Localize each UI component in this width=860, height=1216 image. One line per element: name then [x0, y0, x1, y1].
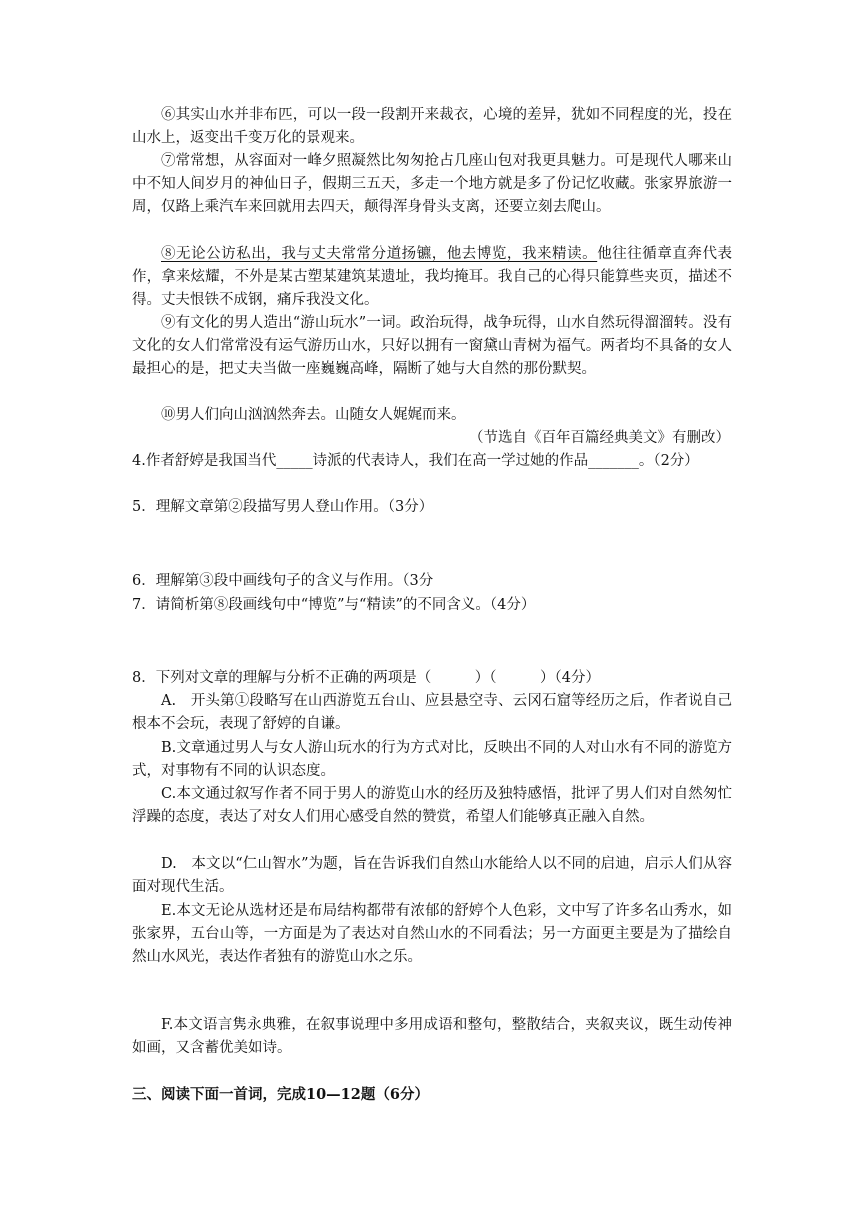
underlined-sentence: ⑧无论公访私出，我与丈夫常常分道扬镳，他去博览，我来精读。	[161, 246, 598, 262]
question-4: 4.作者舒婷是我国当代_____诗派的代表诗人，我们在高一学过她的作品_______。（2分）	[132, 453, 699, 469]
option-e: E.本文无论从选材还是布局结构都带有浓郁的舒婷个人色彩，文中写了许多名山秀水，如张家界，五台山等，一方面是为了表达对自然山水的不同看法；另一方面更主要是为了描绘自然山水风光，表达作者独有的游览山水之乐。	[132, 903, 732, 966]
paragraph-7: ⑦常常想，从容面对一峰夕照凝然比匆匆抢占几座山包对我更具魅力。可是现代人哪来山中不知人间岁月的神仙日子，假期三五天，多走一个地方就是多了份记忆收藏。张家界旅游一周，仅路上乘汽车来回就用去四天，颠得浑身骨头支离，还要立刻去爬山。	[132, 153, 732, 216]
option-f: F.本文语言隽永典雅，在叙事说理中多用成语和整句，整散结合，夹叙夹议，既生动传神如画，又含蓄优美如诗。	[132, 1017, 732, 1057]
question-7: 7．请简析第⑧段画线句中“博览”与“精读”的不同含义。（4分）	[132, 597, 536, 613]
paragraph-9: ⑨有文化的男人造出“游山玩水”一词。政治玩得，战争玩得，山水自然玩得溜溜转。没有文化的女人们常常没有运气游历山水，只好以拥有一窗黛山青树为福气。两者均不具备的女人最担心的是，把丈夫当做一座巍巍高峰，隔断了她与大自然的那份默契。	[132, 315, 732, 378]
option-c: C.本文通过叙写作者不同于男人的游览山水的经历及独特感悟，批评了男人们对自然匆忙浮躁的态度，表达了对女人们用心感受自然的赞赏，希望人们能够真正融入自然。	[132, 786, 732, 826]
option-a: A. 开头第①段略写在山西游览五台山、应县悬空寺、云冈石窟等经历之后，作者说自己根本不会玩，表现了舒婷的自谦。	[132, 693, 732, 733]
question-8: 8．下列对文章的理解与分析不正确的两项是（ ）（ ）（4分）	[132, 670, 600, 686]
question-5: 5．理解文章第②段描写男人登山作用。（3分）	[132, 499, 434, 515]
question-6: 6．理解第③段中画线句子的含义与作用。（3分	[132, 573, 434, 589]
section-3-heading: 三、阅读下面一首词，完成10—12题（6分）	[132, 1086, 429, 1103]
source-note: （节选自《百年百篇经典美文》有删改）	[469, 430, 730, 446]
paragraph-8	[132, 243, 732, 313]
paragraph-8-rest: 他往往循章直奔代表作，拿来炫耀，不外是某古塑某建筑某遗址，我均掩耳。我自己的心得只能算些夹页，描述不得。丈夫恨铁不成钢，痛斥我没文化。	[132, 246, 733, 309]
option-b: B.文章通过男人与女人游山玩水的行为方式对比，反映出不同的人对山水有不同的游览方式，对事物有不同的认识态度。	[132, 740, 732, 780]
paragraph-6: ⑥其实山水并非布匹，可以一段一段割开来裁衣，心境的差异，犹如不同程度的光，投在山水上，返变出千变万化的景观来。	[132, 107, 732, 147]
paragraph-10: ⑩男人们向山汹汹然奔去。山随女人娓娓而来。	[161, 407, 466, 423]
option-d: D. 本文以“仁山智水”为题，旨在告诉我们自然山水能给人以不同的启迪，启示人们从容面对现代生活。	[132, 856, 732, 896]
